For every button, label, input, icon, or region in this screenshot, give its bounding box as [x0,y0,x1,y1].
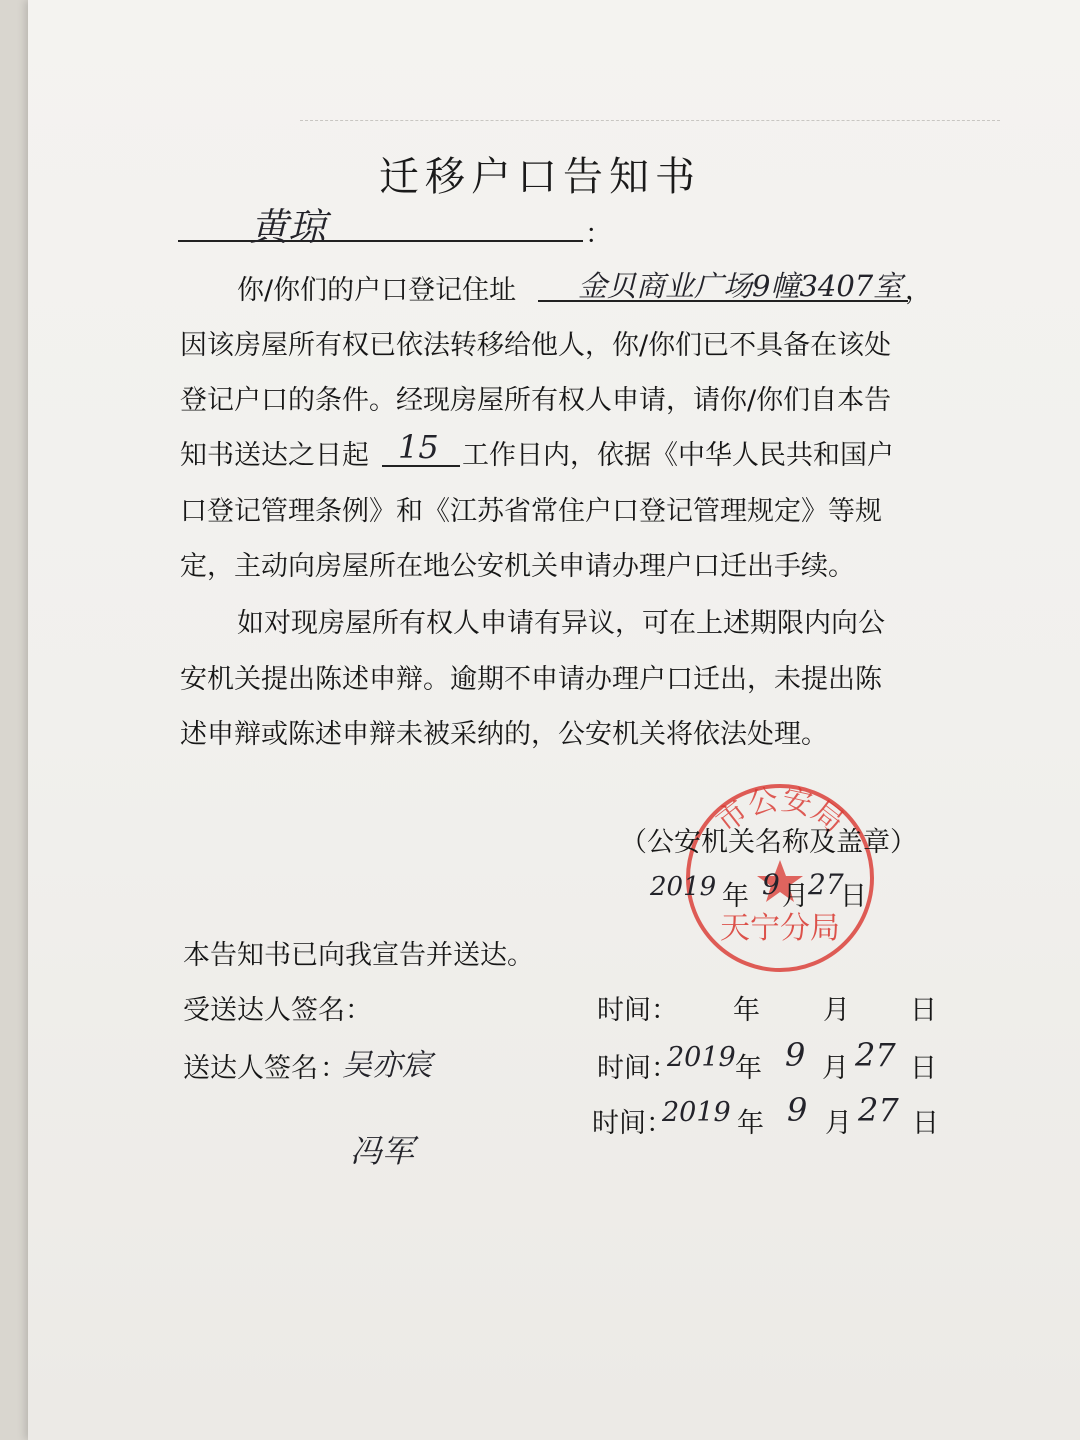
deliverer-signature-label: 送达人签名 [183,1053,318,1084]
p1-line3: 登记户口的条件。经现房屋所有权人申请，请你/你们自本告 [180,385,892,416]
recipient-time-label: 时间： [597,995,678,1026]
document-title: 迁移户口告知书 [379,154,701,200]
svg-text:天宁分局: 天宁分局 [720,911,840,946]
deliverer1-year: 2019 [667,1042,736,1073]
p2-line2: 安机关提出陈述申辩。逾期不申请办理户口迁出，未提出陈 [180,664,882,695]
p2-line3: 述申辩或陈述申辩未被采纳的，公安机关将依法处理。 [180,719,828,750]
svg-text:市公安局: 市公安局 [709,782,851,840]
deliverer1-month-char: 月 [822,1053,849,1084]
p1-line5: 口登记管理条例》和《江苏省常住户口登记管理规定》等规 [180,496,882,527]
p1-line4-prefix: 知书送达之日起 [180,440,369,471]
deliverer2-year-char: 年 [737,1108,764,1139]
p1-line2: 因该房屋所有权已依法转移给他人，你/你们已不具备在该处 [180,330,892,361]
deliverer2-day: 27 [858,1091,899,1129]
issue-month-char: 月 [782,881,809,912]
p1-line1-prefix: 你/你们的户口登记住址 [237,275,517,306]
deliverer1-day-char: 日 [910,1053,937,1084]
issue-year: 2019 [650,872,717,902]
deliverer2-year: 2019 [662,1097,731,1128]
deliverer2-month: 9 [787,1091,808,1129]
recipient-month-char: 月 [823,995,850,1026]
p1-line4-suffix: 工作日内，依据《中华人民共和国户 [462,440,894,471]
p1-line6: 定，主动向房屋所在地公安机关申请办理户口迁出手续。 [180,551,855,582]
recipient-year-char: 年 [733,995,760,1026]
addressee-underline [178,240,583,242]
deadline-days: 15 [398,428,439,466]
issue-year-char: 年 [722,881,749,912]
issue-day: 27 [808,868,844,901]
addressee-colon: ： [585,219,612,250]
p1-line1-suffix: ， [905,275,932,306]
issue-month: 9 [762,868,780,901]
addressee-name: 黄琼 [250,205,327,249]
recipient-signature-label: 受送达人签名： [183,995,372,1026]
issuer-label: （公安机关名称及盖章） [620,827,917,858]
deliverer2-time-label: 时间： [592,1108,673,1139]
recipient-day-char: 日 [910,995,937,1026]
issue-day-char: 日 [840,881,867,912]
p2-line1: 如对现房屋所有权人申请有异议，可在上述期限内向公 [237,608,885,639]
deliverer1-time-label: 时间： [597,1053,678,1084]
top-dashed-line [300,120,1000,121]
deliverer-colon: ： [320,1053,347,1084]
deliverer2-day-char: 日 [912,1108,939,1139]
deliverer1-year-char: 年 [735,1053,762,1084]
deliverer-signature-2: 冯军 [350,1132,415,1170]
registered-address: 金贝商业广场9幢3407室 [578,269,903,303]
deliverer-signature-1: 吴亦宸 [342,1048,432,1083]
deliverer1-day: 27 [855,1036,896,1074]
receipt-statement: 本告知书已向我宣告并送达。 [183,940,534,971]
deliverer1-month: 9 [785,1036,806,1074]
deliverer2-month-char: 月 [825,1108,852,1139]
